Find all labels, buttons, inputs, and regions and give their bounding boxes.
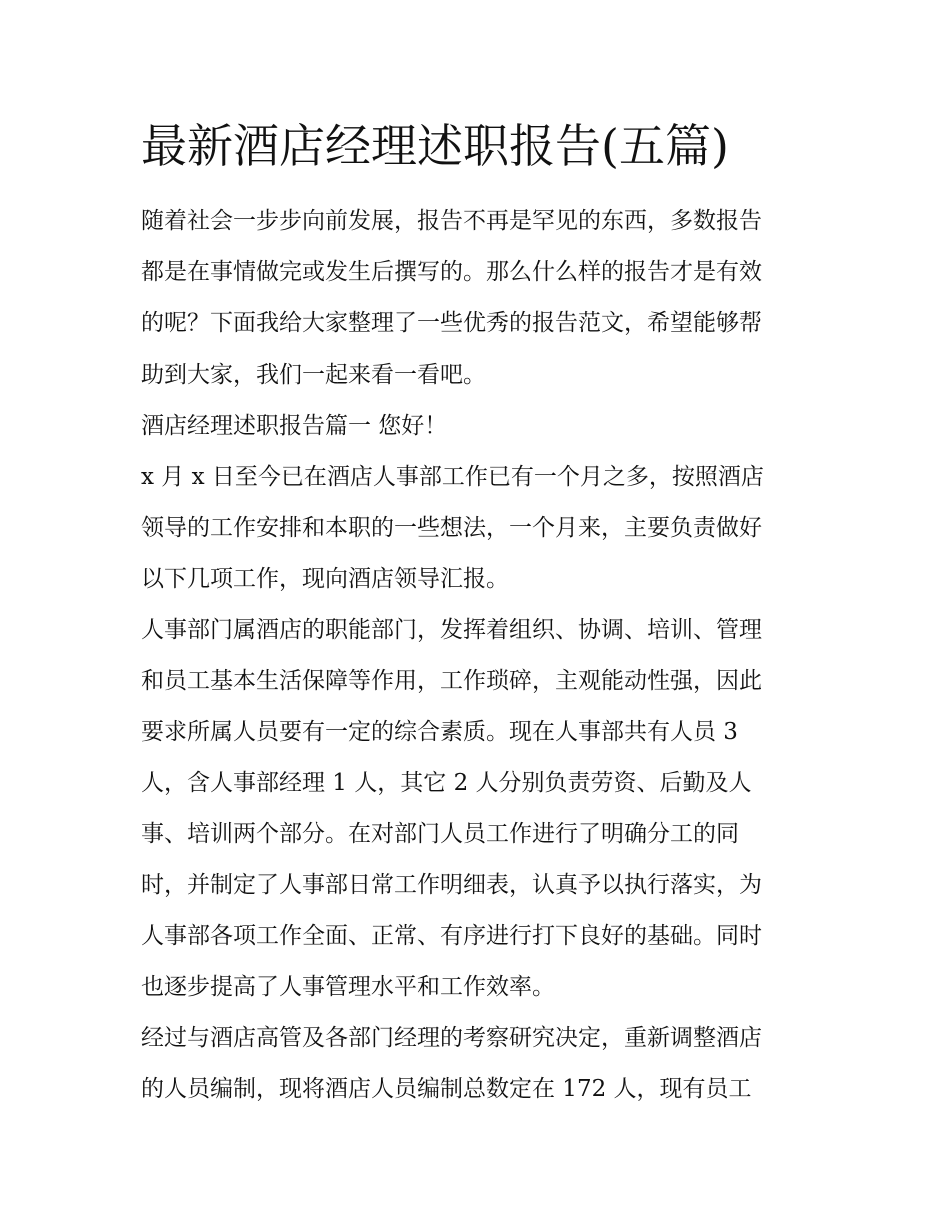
body-line: 人事部门属酒店的职能部门，发挥着组织、协调、培训、管理 (141, 617, 762, 643)
body-line: 经过与酒店高管及各部门经理的考察研究决定，重新调整酒店 (141, 1025, 762, 1051)
body-line: 人，含人事部经理 1 人，其它 2 人分别负责劳资、后勤及人 (141, 770, 752, 796)
body-line: 的呢？下面我给大家整理了一些优秀的报告范文，希望能够帮 (141, 310, 762, 336)
section-heading-line: 酒店经理述职报告篇一 您好！ (141, 413, 448, 439)
body-line: 时，并制定了人事部日常工作明细表，认真予以执行落实，为 (141, 872, 762, 898)
document-title: 最新酒店经理述职报告(五篇) (141, 119, 729, 173)
body-line: 人事部各项工作全面、正常、有序进行打下良好的基础。同时 (141, 923, 762, 949)
body-line: 和员工基本生活保障等作用，工作琐碎，主观能动性强，因此 (141, 668, 762, 694)
body-line: 也逐步提高了人事管理水平和工作效率。 (141, 974, 555, 1000)
body-line: 事、培训两个部分。在对部门人员工作进行了明确分工的同 (141, 821, 739, 847)
body-line: 以下几项工作，现向酒店领导汇报。 (141, 566, 509, 592)
body-line: 要求所属人员要有一定的综合素质。现在人事部共有人员 3 (141, 719, 738, 745)
body-line: 都是在事情做完或发生后撰写的。那么什么样的报告才是有效 (141, 259, 762, 285)
body-line: 的人员编制，现将酒店人员编制总数定在 172 人，现有员工 (141, 1076, 752, 1102)
body-line: x 月 x 日至今已在酒店人事部工作已有一个月之多，按照酒店 (141, 464, 764, 490)
body-line: 随着社会一步步向前发展，报告不再是罕见的东西，多数报告 (141, 208, 762, 234)
body-line: 领导的工作安排和本职的一些想法，一个月来，主要负责做好 (141, 515, 762, 541)
body-line: 助到大家，我们一起来看一看吧。 (141, 362, 486, 388)
